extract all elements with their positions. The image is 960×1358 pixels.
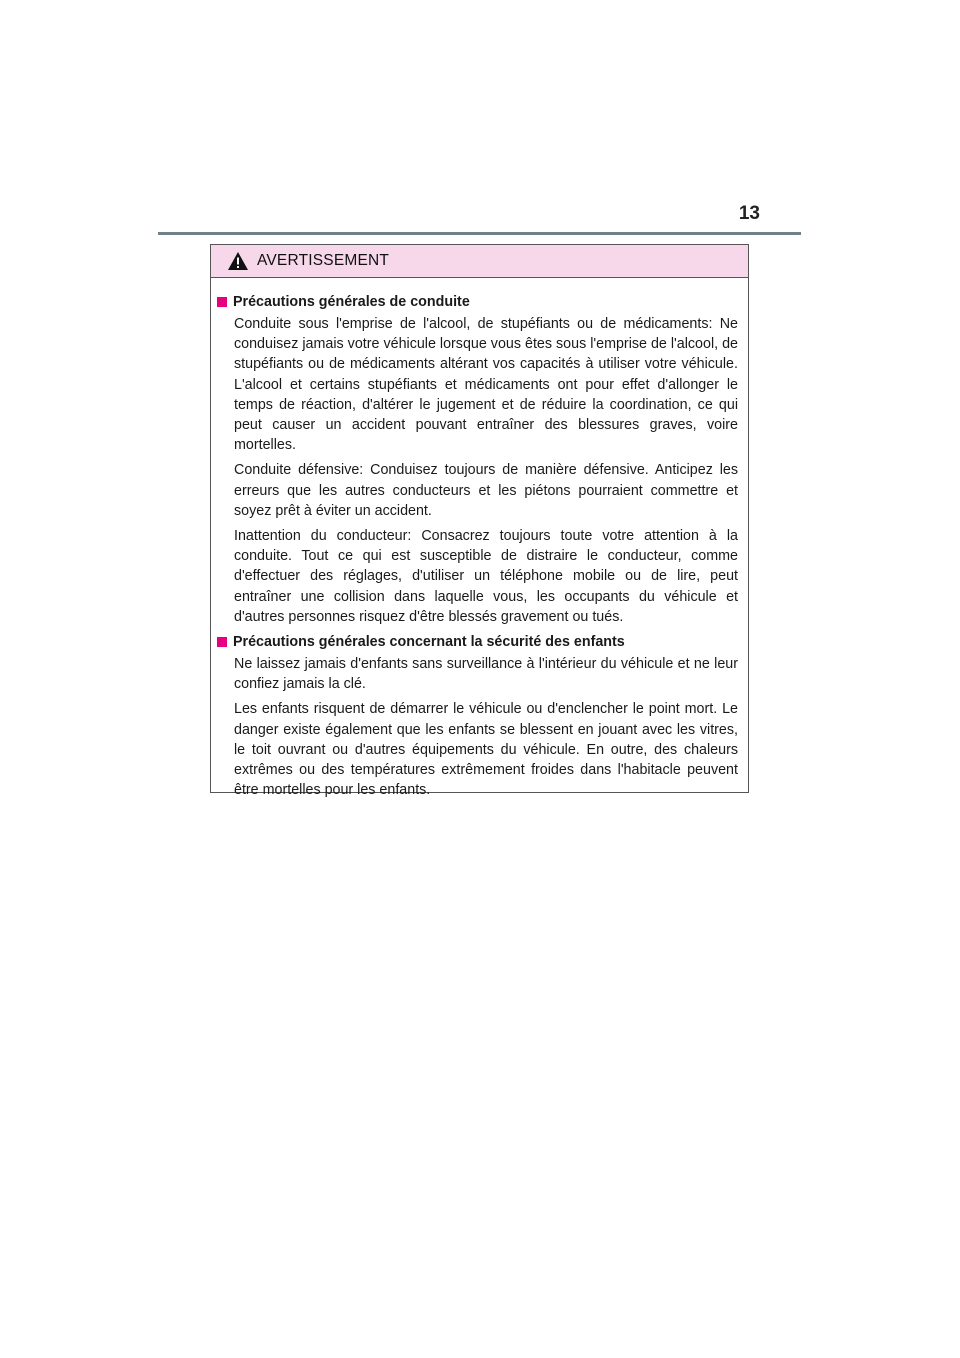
square-bullet-icon [217, 637, 227, 647]
section-driving-precautions [217, 292, 738, 627]
section-heading-text: Précautions générales concernant la sécurité des enfants [233, 634, 625, 651]
section-heading [217, 632, 738, 652]
paragraph: Conduite défensive: Conduisez toujours de manière défensive. Anticipez les erreurs que les autres conducteurs et les piétons pourraient commettre et soyez prêt à éviter un accident. [234, 462, 738, 519]
paragraph: Ne laissez jamais d'enfants sans surveillance à l'intérieur du véhicule et ne leur confiez jamais la clé. [234, 656, 738, 693]
warning-box [210, 244, 749, 799]
warning-triangle-icon [227, 251, 249, 271]
paragraph: Conduite sous l'emprise de l'alcool, de stupéfiants ou de médicaments: Ne conduisez jamais votre véhicule lorsque vous êtes sous l'emprise de l'alcool, de stupéfiants ou de médicaments altérant vos capacités à utiliser votre véhicule. L'alcool et certains stupéfiants et médicaments ont pour effet d'allonger le temps de réaction, d'altérer le jugement et de réduire la coordination, ce qui peut causer un accident pouvant entraîner des blessures graves, voire mortelles. [234, 316, 738, 454]
section-child-safety [217, 632, 738, 800]
header-rule [158, 232, 801, 235]
warning-title: AVERTISSEMENT [257, 252, 390, 269]
paragraph: Les enfants risquent de démarrer le véhicule ou d'enclencher le point mort. Le danger existe également que les enfants se blessent en jouant avec les vitres, le toit ouvrant ou d'autres équipements du véhicule. En outre, des chaleurs extrêmes ou des températures extrêmement froides dans l'habitacle peuvent être mortelles pour les enfants. [234, 701, 738, 799]
warning-body [211, 278, 748, 800]
warning-header [211, 245, 748, 278]
section-heading-text: Précautions générales de conduite [233, 294, 470, 310]
square-bullet-icon [217, 297, 227, 307]
page-number: 13 [738, 203, 760, 224]
section-heading [217, 292, 738, 312]
paragraph: Inattention du conducteur: Consacrez toujours toute votre attention à la conduite. Tout ce qui est susceptible de distraire le conducteur, comme d'effectuer des réglages, d'utiliser un téléphone mobile ou de lire, peut entraîner une collision dans laquelle vous, les occupants du véhicule et d'autres personnes risquez d'être blessés gravement ou tués. [234, 528, 738, 625]
